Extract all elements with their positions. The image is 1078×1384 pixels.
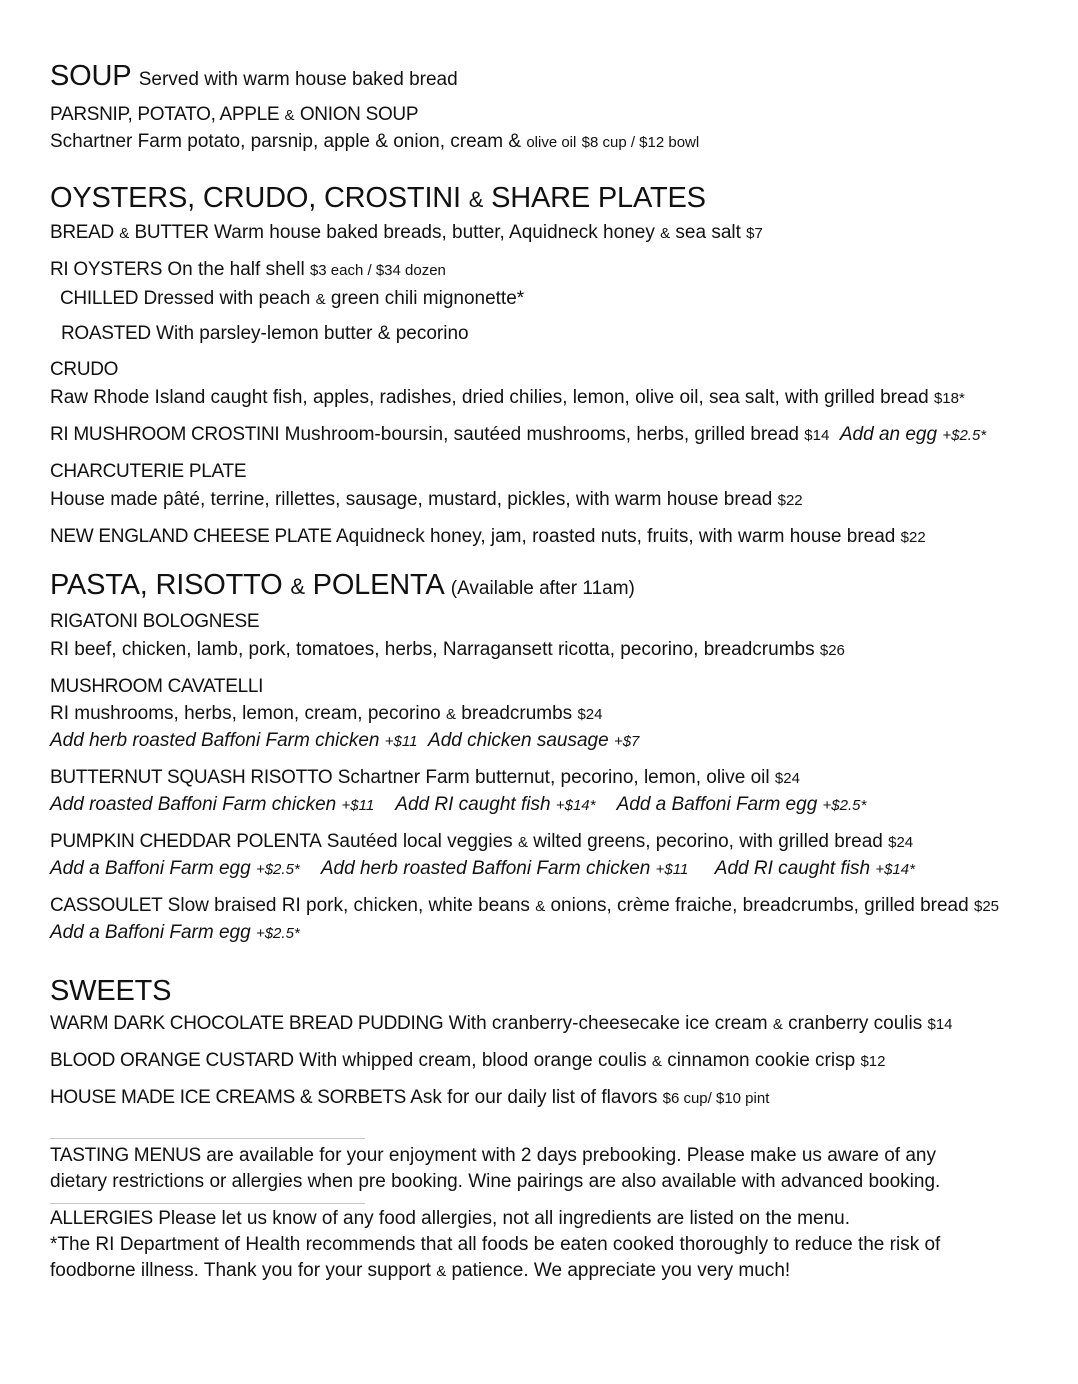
pasta-heading: PASTA, RISOTTO <box>50 569 283 601</box>
item-name: RI OYSTERS <box>50 259 163 280</box>
item-name: BUTTERNUT SQUASH RISOTTO <box>50 767 333 788</box>
item-name-cont: ONION SOUP <box>299 104 419 125</box>
item-name: WARM DARK CHOCOLATE BREAD PUDDING <box>50 1013 444 1034</box>
menu-item-roasted <box>50 321 1050 347</box>
menu-item-crostini <box>50 422 1050 449</box>
menu-item-risotto <box>50 765 1050 792</box>
menu-item-rigatoni-desc <box>50 637 1050 664</box>
ampersand: & <box>651 1053 662 1070</box>
pasta-heading-cont: POLENTA <box>312 569 443 601</box>
ampersand: & <box>290 574 305 599</box>
menu-item-bread <box>50 220 1050 247</box>
menu-item-cassoulet <box>50 893 1050 920</box>
allergy-label: ALLERGIES <box>50 1208 153 1229</box>
oysters-heading-cont: SHARE PLATES <box>491 182 706 214</box>
item-desc: RI beef, chicken, lamb, pork, tomatoes, herbs, Narragansett ricotta, pecorino, breadcrumbs <box>50 639 815 660</box>
menu-item-custard <box>50 1048 1050 1075</box>
menu-item-cheese <box>50 524 1050 551</box>
allergy-note <box>50 1206 1050 1232</box>
item-name: CASSOULET <box>50 895 163 916</box>
item-desc: House made pâté, terrine, rillettes, sausage, mustard, pickles, with warm house bread <box>50 489 773 510</box>
item-price: $7 <box>746 225 763 242</box>
addon-label: Add a Baffoni Farm egg <box>50 858 251 879</box>
menu-item-risotto-addons <box>50 792 1050 819</box>
menu-item-polenta-addons <box>50 856 1050 883</box>
menu-item-cavatelli <box>50 674 1050 700</box>
ampersand: & <box>284 107 295 124</box>
ampersand: & <box>315 291 326 308</box>
addon-label: Add herb roasted Baffoni Farm chicken <box>50 730 380 751</box>
item-desc: Schartner Farm potato, parsnip, apple & onion, cream & <box>50 131 522 152</box>
item-price: $26 <box>819 642 845 659</box>
allergy-text-cont: *The RI Department of Health recommends that all foods be eaten cooked thoroughly to reduce the risk of <box>50 1234 941 1255</box>
menu-item-crudo-desc <box>50 385 1050 412</box>
addon-price: +$14* <box>875 861 915 878</box>
addon-label: Add a Baffoni Farm egg <box>616 794 818 815</box>
addon-price: +$2.5* <box>255 925 300 942</box>
addon-label: Add herb roasted Baffoni Farm chicken <box>320 858 651 879</box>
section-heading-soup <box>50 58 1050 98</box>
addon-label: Add RI caught fish <box>395 794 551 815</box>
addon-price: +$7 <box>613 733 640 750</box>
item-desc-cont: green chili mignonette* <box>330 288 525 309</box>
oysters-heading: OYSTERS, CRUDO, CROSTINI <box>50 182 461 214</box>
ampersand: & <box>535 898 546 915</box>
menu-item-ri-oysters <box>50 257 1050 284</box>
menu-item-crudo <box>50 357 1050 383</box>
item-desc: With parsley-lemon butter & pecorino <box>156 323 469 344</box>
addon-price: +$2.5* <box>822 797 867 814</box>
item-desc: Raw Rhode Island caught fish, apples, radishes, dried chilies, lemon, olive oil, sea salt, with grilled bread <box>50 387 929 408</box>
item-desc: With whipped cream, blood orange coulis <box>299 1050 647 1071</box>
item-name: CHARCUTERIE PLATE <box>50 461 247 482</box>
item-desc: Aquidneck honey, jam, roasted nuts, fruits, with warm house bread <box>335 526 896 547</box>
ampersand: & <box>772 1016 783 1033</box>
tasting-label: TASTING MENUS <box>50 1145 201 1166</box>
item-price: $14 <box>927 1016 953 1033</box>
ampersand: & <box>119 225 130 242</box>
ampersand: & <box>436 1263 447 1280</box>
item-name: CRUDO <box>50 359 119 380</box>
menu-item-icecream <box>50 1085 1050 1112</box>
item-name: BREAD <box>50 222 114 243</box>
tasting-note-cont <box>50 1169 1050 1195</box>
item-desc: On the half shell <box>167 259 305 280</box>
menu-item-soup-desc <box>50 129 1050 156</box>
item-name: RI MUSHROOM CROSTINI <box>50 424 280 445</box>
item-desc: Dressed with peach <box>143 288 311 309</box>
item-name-cont: BUTTER <box>134 222 209 243</box>
pasta-subheading: (Available after 11am) <box>450 578 635 599</box>
tasting-text: are available for your enjoyment with 2 days prebooking. Please make us aware of any <box>206 1145 936 1166</box>
item-name: ROASTED <box>61 323 151 344</box>
item-desc: Sautéed local veggies <box>326 831 513 852</box>
item-desc-cont: wilted greens, pecorino, with grilled bread <box>533 831 883 852</box>
divider <box>50 1138 365 1139</box>
addon-label: Add an egg <box>839 424 938 445</box>
item-price: $25 <box>973 898 1000 915</box>
item-price: $24 <box>888 834 914 851</box>
addon-price: +$11 <box>341 797 375 814</box>
item-name: BLOOD ORANGE CUSTARD <box>50 1050 294 1071</box>
tasting-note <box>50 1143 1050 1169</box>
addon-price: +$14* <box>555 797 596 814</box>
ampersand: & <box>517 834 528 851</box>
ampersand: & <box>468 187 484 212</box>
item-name: RIGATONI BOLOGNESE <box>50 611 260 632</box>
tasting-text-cont: dietary restrictions or allergies when pre booking. Wine pairings are also available with advanced booking. <box>50 1171 941 1192</box>
item-price: $24 <box>577 706 603 723</box>
item-price: $22 <box>900 529 926 546</box>
item-name: MUSHROOM CAVATELLI <box>50 676 264 697</box>
addon-price: +$11 <box>655 861 689 878</box>
item-price: $18* <box>933 390 965 407</box>
section-heading-oysters <box>50 180 1050 218</box>
item-desc: Mushroom-boursin, sautéed mushrooms, herbs, grilled bread <box>284 424 799 445</box>
soup-heading: SOUP <box>50 60 131 92</box>
item-name: NEW ENGLAND CHEESE PLATE <box>50 526 332 547</box>
item-name: HOUSE MADE ICE CREAMS & SORBETS <box>50 1087 406 1108</box>
sweets-heading: SWEETS <box>50 975 172 1007</box>
item-desc-cont: sea salt <box>675 222 741 243</box>
soup-subheading: Served with warm house baked bread <box>138 69 458 90</box>
section-heading-pasta <box>50 567 1050 607</box>
item-name: PARSNIP, POTATO, APPLE <box>50 104 280 125</box>
addon-label: Add a Baffoni Farm egg <box>50 922 251 943</box>
ampersand: & <box>660 225 671 242</box>
menu-page <box>50 58 1050 1285</box>
menu-item-rigatoni <box>50 609 1050 635</box>
item-desc: RI mushrooms, herbs, lemon, cream, pecorino <box>50 703 441 724</box>
item-price: $22 <box>777 492 803 509</box>
item-desc: With cranberry-cheesecake ice cream <box>448 1013 768 1034</box>
item-name: CHILLED <box>60 288 139 309</box>
addon-price: +$11 <box>384 733 418 750</box>
item-desc: Slow braised RI pork, chicken, white beans <box>167 895 530 916</box>
addon-price: +$2.5* <box>942 427 987 444</box>
menu-item-charcuterie <box>50 459 1050 485</box>
item-price: $24 <box>774 770 800 787</box>
ampersand: & <box>446 706 457 723</box>
allergy-note-cont <box>50 1232 1050 1258</box>
item-desc-cont: breadcrumbs <box>461 703 573 724</box>
item-desc-cont: cranberry coulis <box>788 1013 923 1034</box>
item-desc: Ask for our daily list of flavors <box>410 1087 658 1108</box>
menu-item-cavatelli-desc <box>50 701 1050 728</box>
section-heading-sweets <box>50 973 1050 1009</box>
addon-label: Add RI caught fish <box>714 858 871 879</box>
menu-item-polenta <box>50 829 1050 856</box>
menu-item-soup <box>50 102 1050 129</box>
allergy-text: Please let us know of any food allergies, not all ingredients are listed on the menu. <box>158 1208 850 1229</box>
allergy-text-end: foodborne illness. Thank you for your support <box>50 1260 431 1281</box>
addon-price: +$2.5* <box>255 861 300 878</box>
allergy-note-end <box>50 1258 1050 1285</box>
allergy-text-end-cont: patience. We appreciate you very much! <box>451 1260 791 1281</box>
menu-item-pudding <box>50 1011 1050 1038</box>
item-price: $8 cup / $12 bowl <box>581 134 700 151</box>
item-desc-cont: cinnamon cookie crisp <box>667 1050 856 1071</box>
addon-label: Add chicken sausage <box>428 730 609 751</box>
item-desc: Warm house baked breads, butter, Aquidneck honey <box>214 222 655 243</box>
addon-label: Add roasted Baffoni Farm chicken <box>50 794 337 815</box>
item-desc: Schartner Farm butternut, pecorino, lemon, olive oil <box>337 767 770 788</box>
menu-item-chilled <box>50 286 1050 313</box>
item-price: $6 cup/ $10 pint <box>662 1090 770 1107</box>
divider <box>50 1203 365 1204</box>
menu-item-charcuterie-desc <box>50 487 1050 514</box>
item-price: $12 <box>860 1053 886 1070</box>
menu-item-cassoulet-addon <box>50 920 1050 947</box>
item-price: $3 each / $34 dozen <box>309 262 446 279</box>
item-price: $14 <box>804 427 830 444</box>
item-desc-cont: onions, crème fraiche, breadcrumbs, grilled bread <box>550 895 969 916</box>
item-desc-small: olive oil <box>526 134 577 151</box>
item-name: PUMPKIN CHEDDAR POLENTA <box>50 831 322 852</box>
menu-item-cavatelli-addons <box>50 728 1050 755</box>
